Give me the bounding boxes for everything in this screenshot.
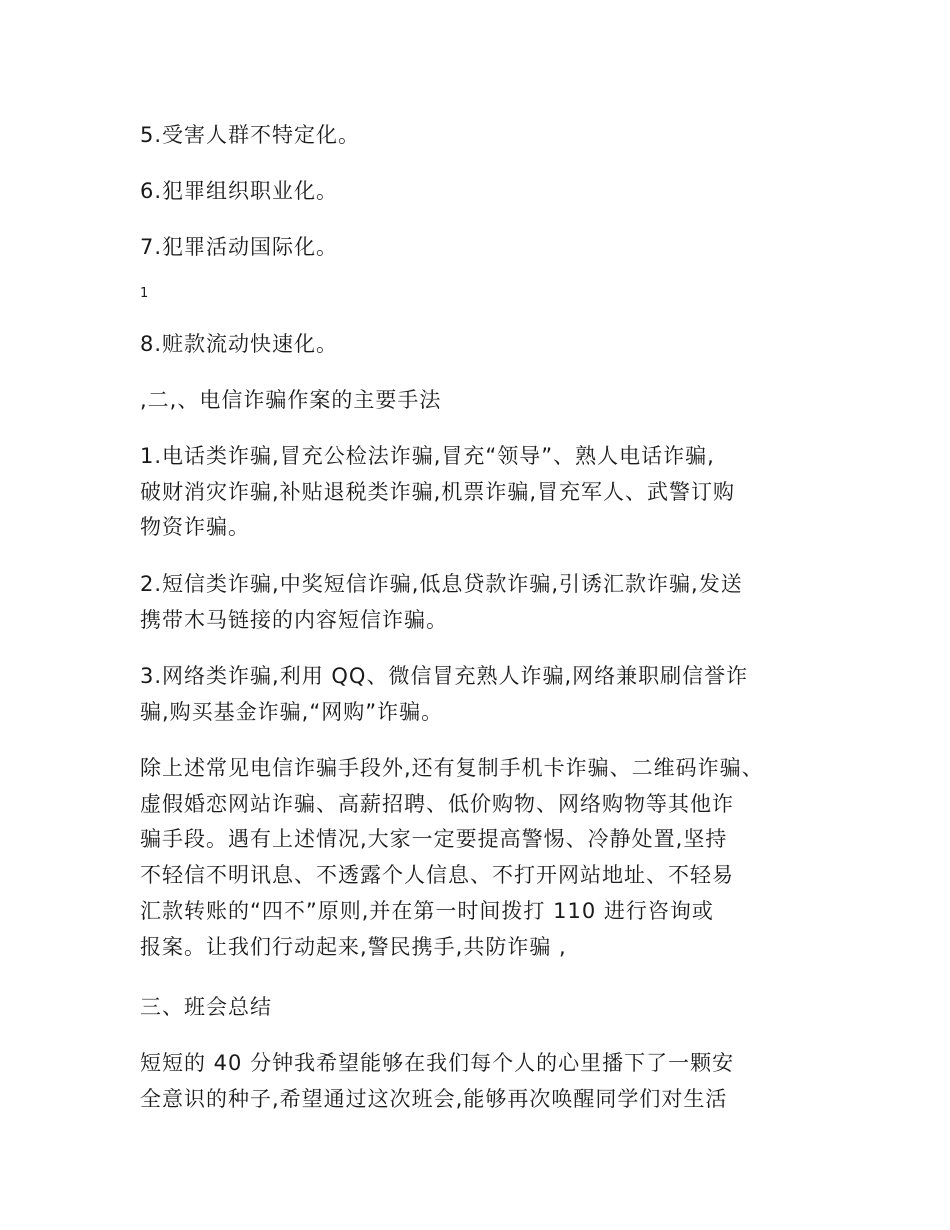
- paragraph-line: 携带木马链接的内容短信诈骗。: [140, 608, 448, 632]
- paragraph-line: 2.短信类诈骗,中奖短信诈骗,低息贷款诈骗,引诱汇款诈骗,发送: [140, 572, 743, 596]
- list-item-6: 6.犯罪组织职业化。: [140, 179, 339, 203]
- list-item-5: 5.受害人群不特定化。: [140, 123, 361, 147]
- list-item-7: 7.犯罪活动国际化。: [140, 235, 339, 259]
- paragraph-line: 虚假婚恋网站诈骗、高薪招聘、低价购物、网络购物等其他诈: [140, 792, 734, 816]
- section-heading-3: 三、班会总结: [140, 995, 272, 1019]
- paragraph-line: 短短的 40 分钟我希望能够在我们每个人的心里播下了一颗安: [140, 1051, 735, 1075]
- paragraph-line: 3.网络类诈骗,利用 QQ、微信冒充熟人诈骗,网络兼职刷信誉诈: [140, 664, 749, 688]
- paragraph-line: 破财消灾诈骗,补贴退税类诈骗,机票诈骗,冒充军人、武警订购: [140, 480, 736, 504]
- paragraph-line: 骗,购买基金诈骗,“网购”诈骗。: [140, 700, 444, 724]
- paragraph-line: 骗手段。遇有上述情况,大家一定要提高警惕、冷静处置,坚持: [140, 827, 728, 851]
- paragraph-line: 汇款转账的“四不”原则,并在第一时间拨打 110 进行咨询或: [140, 899, 714, 923]
- page-number: 1: [140, 286, 149, 301]
- paragraph-line: 全意识的种子,希望通过这次班会,能够再次唤醒同学们对生活: [140, 1087, 728, 1111]
- section-heading-2: ,二,、电信诈骗作案的主要手法: [140, 388, 442, 412]
- paragraph-line: 除上述常见电信诈骗手段外,还有复制手机卡诈骗、二维码诈骗、: [140, 756, 764, 780]
- paragraph-line: 物资诈骗。: [140, 515, 250, 539]
- paragraph-line: 不轻信不明讯息、不透露个人信息、不打开网站地址、不轻易: [140, 863, 734, 887]
- paragraph-line: 报案。让我们行动起来,警民携手,共防诈骗 ,: [140, 935, 567, 959]
- paragraph-line: 1.电话类诈骗,冒充公检法诈骗,冒充“领导”、熟人电话诈骗,: [140, 444, 715, 468]
- list-item-8: 8.赃款流动快速化。: [140, 332, 339, 356]
